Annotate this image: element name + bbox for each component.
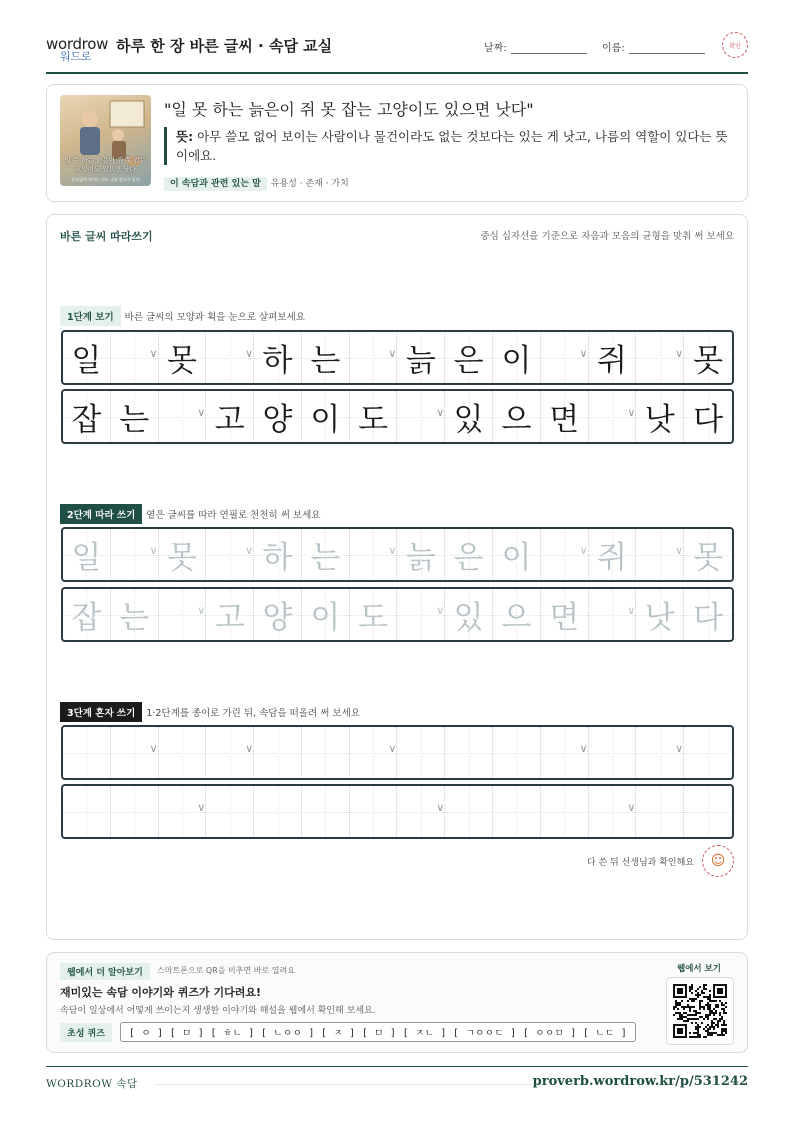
- grid-cell: 있: [445, 391, 493, 442]
- space-cell[interactable]: [159, 589, 207, 640]
- step3-row-2[interactable]: [61, 784, 734, 839]
- grid-cell[interactable]: 는: [302, 529, 350, 580]
- space-mark-icon: ∨: [245, 347, 254, 360]
- grid-cell[interactable]: 하: [254, 529, 302, 580]
- space-cell[interactable]: [541, 727, 589, 778]
- step1-header: 1단계 보기 바른 글씨의 모양과 획을 눈으로 살펴보세요: [60, 306, 305, 326]
- web-tag-hint: 스마트폰으로 QR을 비추면 바로 열려요: [157, 966, 295, 975]
- grid-cell: 양: [254, 391, 302, 442]
- grid-cell: 잡: [63, 391, 111, 442]
- grid-cell[interactable]: [254, 786, 302, 837]
- space-mark-icon: ∨: [579, 742, 588, 755]
- space-mark-icon: ∨: [388, 742, 397, 755]
- space-cell[interactable]: [397, 786, 445, 837]
- space-cell[interactable]: [206, 529, 254, 580]
- space-cell[interactable]: [589, 786, 637, 837]
- practice-panel: [46, 214, 748, 940]
- grid-cell[interactable]: 이: [302, 589, 350, 640]
- related-words: 이 속담과 관련 있는 말 유용성 · 존재 · 가치: [164, 176, 349, 189]
- space-mark-icon: ∨: [436, 604, 445, 617]
- web-title: 재미있는 속담 이야기와 퀴즈가 기다려요!: [60, 986, 261, 999]
- step2-header: 2단계 따라 쓰기 옅은 글씨를 따라 연필로 천천히 써 보세요: [60, 504, 320, 524]
- grid-cell[interactable]: 고: [206, 589, 254, 640]
- grid-cell[interactable]: [445, 727, 493, 778]
- worksheet-title: 하루 한 장 바른 글씨 · 속담 교실: [116, 37, 333, 55]
- footer-url[interactable]: proverb.wordrow.kr/p/531242: [532, 1074, 748, 1089]
- space-cell: [589, 391, 637, 442]
- grid-cell[interactable]: 으: [493, 589, 541, 640]
- grid-cell[interactable]: 다: [684, 589, 732, 640]
- web-section: [46, 952, 748, 1053]
- grid-cell[interactable]: 도: [350, 589, 398, 640]
- grid-cell: 은: [445, 332, 493, 383]
- grid-cell[interactable]: [159, 727, 207, 778]
- grid-cell[interactable]: [63, 786, 111, 837]
- grid-cell[interactable]: 면: [541, 589, 589, 640]
- proverb-quote: "일 못 하는 늙은이 쥐 못 잡는 고양이도 있으면 낫다": [164, 100, 534, 119]
- page-header: [46, 30, 748, 74]
- grid-cell: 면: [541, 391, 589, 442]
- grid-cell[interactable]: [206, 786, 254, 837]
- space-mark-icon: ∨: [627, 801, 636, 814]
- space-mark-icon: ∨: [388, 347, 397, 360]
- space-mark-icon: ∨: [675, 347, 684, 360]
- space-cell[interactable]: [636, 529, 684, 580]
- grid-cell[interactable]: [493, 727, 541, 778]
- grid-cell[interactable]: [636, 786, 684, 837]
- space-mark-icon: ∨: [436, 801, 445, 814]
- space-mark-icon: ∨: [245, 742, 254, 755]
- space-cell: [350, 332, 398, 383]
- space-cell: [206, 332, 254, 383]
- space-cell[interactable]: [350, 529, 398, 580]
- grid-cell[interactable]: 은: [445, 529, 493, 580]
- grid-cell: 이: [302, 391, 350, 442]
- grid-cell[interactable]: 는: [111, 589, 159, 640]
- space-mark-icon: ∨: [436, 406, 445, 419]
- space-cell[interactable]: [111, 529, 159, 580]
- grid-cell: 낫: [636, 391, 684, 442]
- proverb-illustration: 일 못 하는 늙은이 쥐 못 잡는 고양이도 있으면 낫다 쓸모없어 보이는 것도 나름 쓸모가 있다: [60, 95, 151, 186]
- grid-cell: 고: [206, 391, 254, 442]
- grid-cell: 못: [684, 332, 732, 383]
- grid-cell: 일: [63, 332, 111, 383]
- space-cell: [159, 391, 207, 442]
- step2-row-1[interactable]: [61, 527, 734, 582]
- space-cell[interactable]: [541, 529, 589, 580]
- qr-label: 웹에서 보기: [676, 964, 721, 974]
- grid-cell: 쥐: [589, 332, 637, 383]
- name-field[interactable]: 이름:: [602, 39, 705, 54]
- space-mark-icon: ∨: [149, 742, 158, 755]
- space-cell[interactable]: [159, 786, 207, 837]
- grid-cell[interactable]: [493, 786, 541, 837]
- space-cell: [636, 332, 684, 383]
- grid-cell: 도: [350, 391, 398, 442]
- space-mark-icon: ∨: [627, 406, 636, 419]
- web-tag: 웹에서 더 알아보기: [60, 963, 150, 980]
- space-cell[interactable]: [589, 589, 637, 640]
- step2-row-2[interactable]: [61, 587, 734, 642]
- grid-cell[interactable]: [397, 727, 445, 778]
- grid-cell[interactable]: 일: [63, 529, 111, 580]
- grid-cell[interactable]: [254, 727, 302, 778]
- space-cell: [397, 391, 445, 442]
- grid-cell[interactable]: 못: [159, 529, 207, 580]
- grid-cell: 는: [111, 391, 159, 442]
- space-mark-icon: ∨: [579, 347, 588, 360]
- space-mark-icon: ∨: [579, 544, 588, 557]
- initial-quiz: 초성 퀴즈 [ ㅇ ] [ ㅁ ] [ ㅎㄴ ] [ ㄴㅇㅇ ] [ ㅈ ] [ ㅁ ] [ ㅈㄴ ] [ ㄱㅇㅇㄷ ] [ ㅇㅇㅁ ] [ ㄴㄷ ]: [60, 1022, 636, 1042]
- grid-cell[interactable]: [350, 786, 398, 837]
- grid-cell[interactable]: 낫: [636, 589, 684, 640]
- check-stamp-icon: 확인: [722, 32, 748, 58]
- wordrow-logo[interactable]: wordrow 워드로: [46, 35, 109, 63]
- space-cell[interactable]: [397, 589, 445, 640]
- proverb-meaning: 뜻: 아무 쓸모 없어 보이는 사람이나 물건이라도 없는 것보다는 있는 게 낫고, 나름의 역할이 있다는 뜻이에요.: [164, 127, 734, 165]
- quiz-box: [ ㅇ ] [ ㅁ ] [ ㅎㄴ ] [ ㄴㅇㅇ ] [ ㅈ ] [ ㅁ ] [ ㅈㄴ ] [ ㄱㅇㅇㄷ ] [ ㅇㅇㅁ ] [ ㄴㄷ ]: [120, 1022, 636, 1042]
- grid-cell[interactable]: 양: [254, 589, 302, 640]
- space-mark-icon: ∨: [388, 544, 397, 557]
- space-cell: [111, 332, 159, 383]
- grid-cell[interactable]: 쥐: [589, 529, 637, 580]
- space-cell[interactable]: [206, 727, 254, 778]
- space-mark-icon: ∨: [149, 347, 158, 360]
- grid-cell[interactable]: [684, 786, 732, 837]
- space-cell[interactable]: [636, 727, 684, 778]
- grid-cell[interactable]: [302, 786, 350, 837]
- grid-cell: 늙: [397, 332, 445, 383]
- grid-cell[interactable]: [445, 786, 493, 837]
- space-mark-icon: ∨: [245, 544, 254, 557]
- grid-cell: 는: [302, 332, 350, 383]
- qr-code-icon[interactable]: [666, 977, 734, 1045]
- footer-brand: WORDROW 속담: [46, 1078, 138, 1090]
- grid-cell: 이: [493, 332, 541, 383]
- teacher-stamp-icon: ☺: [702, 845, 734, 877]
- grid-cell[interactable]: [541, 786, 589, 837]
- space-mark-icon: ∨: [197, 406, 206, 419]
- space-cell[interactable]: [111, 727, 159, 778]
- space-mark-icon: ∨: [675, 544, 684, 557]
- grid-cell: 못: [159, 332, 207, 383]
- step1-row-1: [61, 330, 734, 385]
- grid-cell[interactable]: [111, 786, 159, 837]
- grid-cell: 다: [684, 391, 732, 442]
- grid-cell[interactable]: 늙: [397, 529, 445, 580]
- space-mark-icon: ∨: [149, 544, 158, 557]
- practice-hint: 중심 십자선을 기준으로 자음과 모음의 균형을 맞춰 써 보세요: [480, 231, 734, 242]
- date-field[interactable]: 날짜:: [484, 39, 587, 54]
- step3-header: 3단계 혼자 쓰기 1·2단계를 종이로 가린 뒤, 속담을 떠올려 써 보세요: [60, 702, 360, 722]
- grid-cell[interactable]: 잡: [63, 589, 111, 640]
- step3-row-1[interactable]: [61, 725, 734, 780]
- grid-cell[interactable]: [63, 727, 111, 778]
- space-cell[interactable]: [350, 727, 398, 778]
- space-mark-icon: ∨: [675, 742, 684, 755]
- teacher-confirm: 다 쓴 뒤 선생님과 확인해요 ☺: [587, 845, 734, 877]
- grid-cell: 하: [254, 332, 302, 383]
- space-mark-icon: ∨: [197, 604, 206, 617]
- grid-cell[interactable]: [302, 727, 350, 778]
- page-footer: [46, 1066, 748, 1090]
- grid-cell[interactable]: [589, 727, 637, 778]
- practice-title: 바른 글씨 따라쓰기: [60, 230, 153, 243]
- proverb-card: [46, 84, 748, 202]
- space-mark-icon: ∨: [627, 604, 636, 617]
- space-cell: [541, 332, 589, 383]
- step1-row-2: [61, 389, 734, 444]
- grid-cell[interactable]: [684, 727, 732, 778]
- space-mark-icon: ∨: [197, 801, 206, 814]
- grid-cell: 으: [493, 391, 541, 442]
- grid-cell[interactable]: 있: [445, 589, 493, 640]
- web-desc: 속담이 일상에서 어떻게 쓰이는지 생생한 이야기와 해설을 웹에서 확인해 보세요.: [60, 1006, 376, 1016]
- grid-cell[interactable]: 못: [684, 529, 732, 580]
- grid-cell[interactable]: 이: [493, 529, 541, 580]
